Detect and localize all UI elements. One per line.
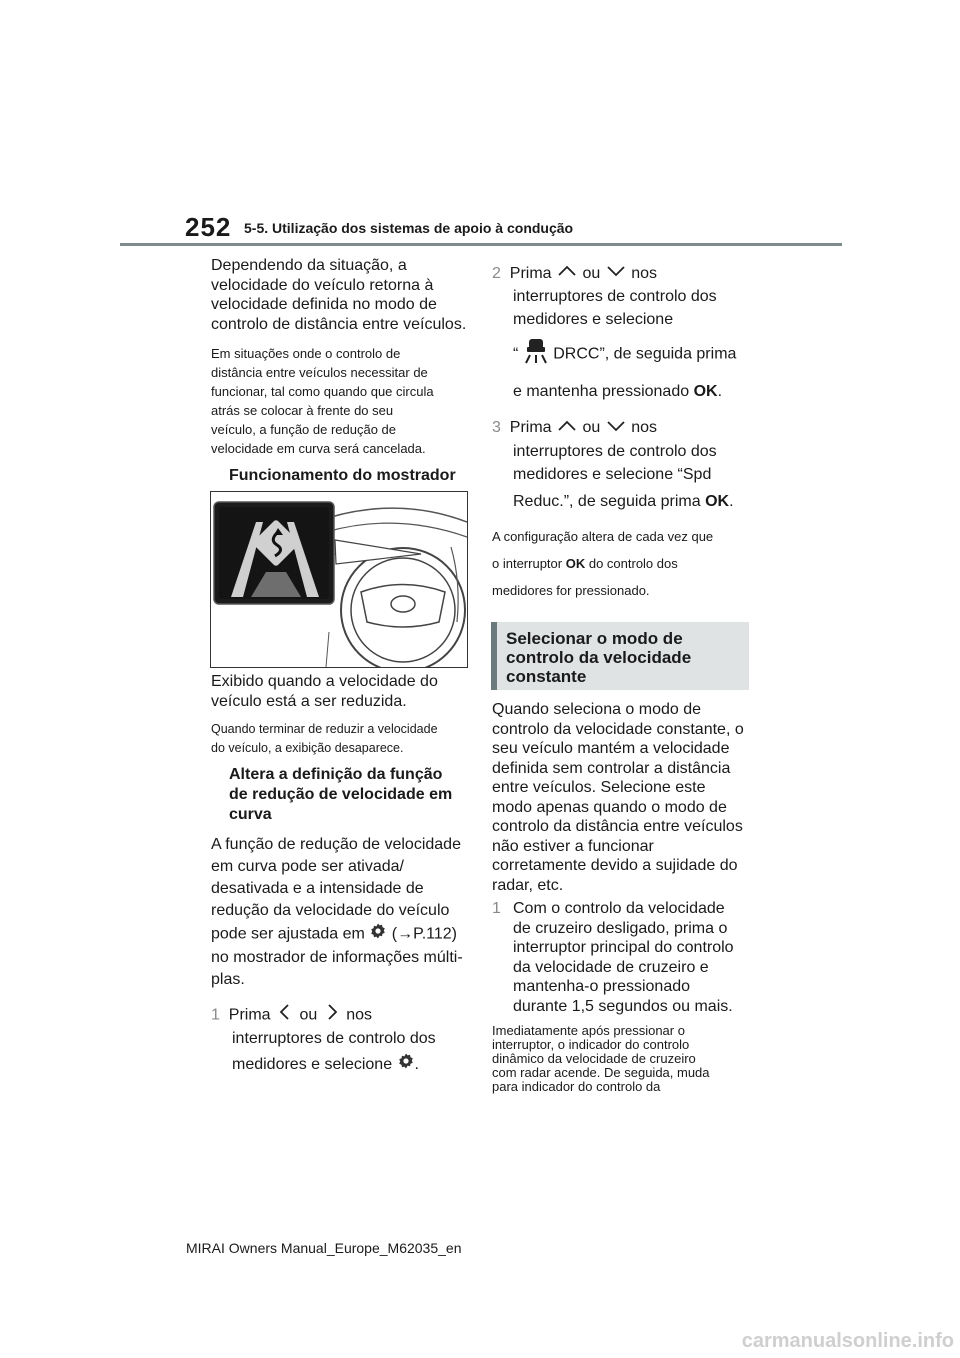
ok-icon: OK [705,492,730,510]
ok-icon: OK [693,383,718,401]
page-number: 252 [185,212,232,242]
left-column [211,256,473,486]
step-3: 3 Prima ou nos interruptores de controlo dos medidores e selecione “Spd Reduc.”, de seguida prima OK. [492,416,754,512]
paragraph: Exibido quando a velocidade do veículo está a ser reduzida. [211,673,438,710]
step-4: 1 Com o controlo da velocidade de cruzeiro desligado, prima o interruptor principal do controlo da velocidade de cruzeiro e mantenha-o pressionado durante 1,5 segundos ou mais. [492,900,734,1015]
gear-icon [369,922,387,947]
note: A configuração altera de cada vez que o interruptor OK do controlo dos medidores for pressionado. [492,528,714,598]
dashboard-illustration [210,491,468,668]
step-1: 1 Prima ou nos interruptores de controlo dos medidores e selecione . [211,1003,473,1080]
ok-icon: OK [565,555,586,571]
paragraph: A função de redução de velocidade em curva pode ser ativada/ desativada e a intensidade de redução da velocidade do veículo pode ser ajustada em (→P.112) no mostrador de informações múlti- plas. [211,836,463,988]
chevron-down-icon [605,262,627,285]
watermark: carmanualsonline.info [741,1330,954,1352]
note: Em situações onde o controlo de distância entre veículos necessitar de funcionar, tal como quando que circula atrás se colocar à frente do seu veículo, a função de redução de velocidade em curva será cancelada. [211,346,434,456]
right-column-lower [492,700,754,1094]
chevron-left-icon [275,1003,295,1028]
section-box-title: Selecionar o modo de controlo da velocidade constante [506,629,692,686]
note: Imediatamente após pressionar o interruptor, o indicador do controlo dinâmico da velocidade de cruzeiro com radar acende. De seguida, muda para indicador do controlo da [492,1023,710,1094]
chevron-up-icon [556,417,578,440]
subheading: Altera a definição da função de redução de velocidade em curva [229,766,453,823]
note: Quando terminar de reduzir a velocidade do veículo, a exibição desaparece. [211,722,438,755]
paragraph: Quando seleciona o modo de controlo da velocidade constante, o seu veículo mantém a velocidade definida sem controlar a distância entre veículos. Selecione este modo apenas quando o modo de controlo da distância entre veículos não estiver a funcionar corretamente devido a sujidade do radar, etc. [492,701,744,894]
footer: MIRAI Owners Manual_Europe_M62035_en [186,1240,462,1256]
header-rule [120,243,842,246]
section-box [491,622,749,690]
chevron-up-icon [556,262,578,285]
section-title: 5-5. Utilização dos sistemas de apoio à condução [244,220,574,236]
drcc-car-icon [523,337,549,372]
paragraph: Dependendo da situação, a velocidade do veículo retorna à velocidade definida no modo de controlo de distância entre veículos. [211,257,467,333]
dashboard-svg [211,492,467,667]
subheading: Funcionamento do mostrador [229,467,456,484]
right-column [492,262,754,604]
step-2: 2 Prima ou nos interruptores de controlo dos medidores e selecione “ DRCC”, de seguida prima e mantenha pressionado OK. [492,262,754,403]
left-column-lower [211,672,473,1080]
gear-icon [397,1052,415,1077]
chevron-down-icon [605,417,627,440]
chevron-right-icon [322,1003,342,1028]
